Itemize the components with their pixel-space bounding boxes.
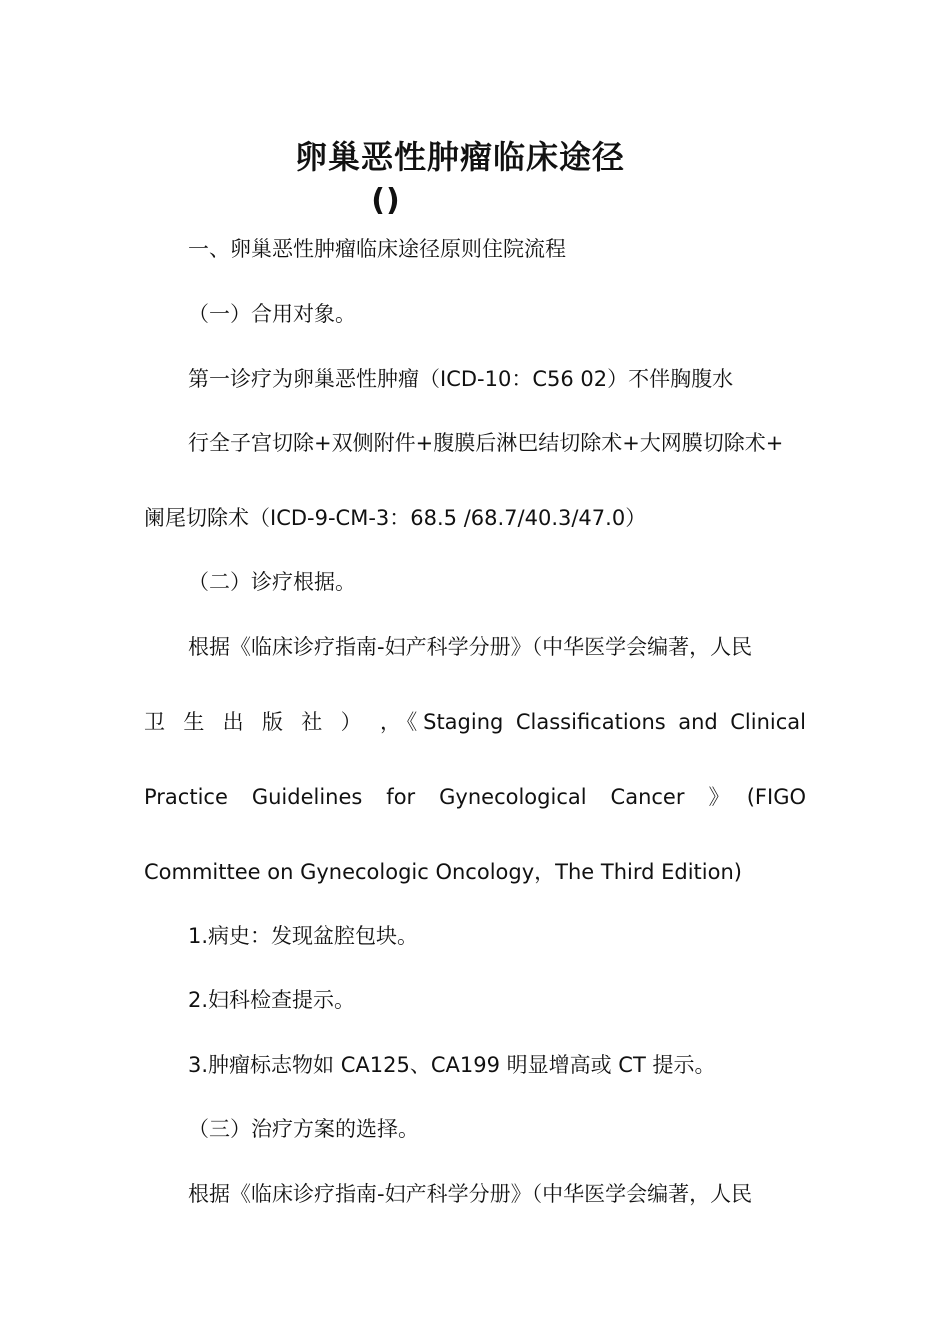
- paragraph-line: 根据《临床诊疗指南-妇产科学分册》（中华医学会编著，人民: [188, 635, 753, 659]
- document-subtitle: (): [371, 183, 401, 218]
- paragraph-line: 行全子宫切除+双侧附件+腹膜后淋巴结切除术+大网膜切除术+: [188, 431, 784, 455]
- paragraph-line: 阑尾切除术（ICD-9-CM-3：68.5 /68.7/40.3/47.0）: [144, 506, 647, 530]
- paragraph-line: Committee on Gynecologic Oncology，The Third Edition): [144, 860, 742, 884]
- subsection-heading-2: （二）诊疗根据。: [188, 570, 356, 594]
- paragraph-line: 根据《临床诊疗指南-妇产科学分册》（中华医学会编著，人民: [188, 1182, 753, 1206]
- paragraph-line: Practice Guidelines for Gynecological Cancer 》(FIGO: [144, 785, 806, 809]
- paragraph-line: 第一诊疗为卵巢恶性肿瘤（ICD-10：C56 02）不伴胸腹水: [188, 367, 734, 391]
- document-title: 卵巢恶性肿瘤临床途径: [294, 138, 625, 176]
- list-item: 3.肿瘤标志物如 CA125、CA199 明显增高或 CT 提示。: [188, 1053, 716, 1077]
- paragraph-line: 卫 生 出 版 社 ） ，《Staging Classifications and Clinical: [144, 710, 806, 734]
- subsection-heading-3: （三）治疗方案的选择。: [188, 1117, 419, 1141]
- section-heading-1: 一、卵巢恶性肿瘤临床途径原则住院流程: [188, 237, 566, 261]
- subsection-heading-1: （一）合用对象。: [188, 302, 356, 326]
- list-item: 2.妇科检查提示。: [188, 988, 356, 1012]
- list-item: 1.病史：发现盆腔包块。: [188, 924, 419, 948]
